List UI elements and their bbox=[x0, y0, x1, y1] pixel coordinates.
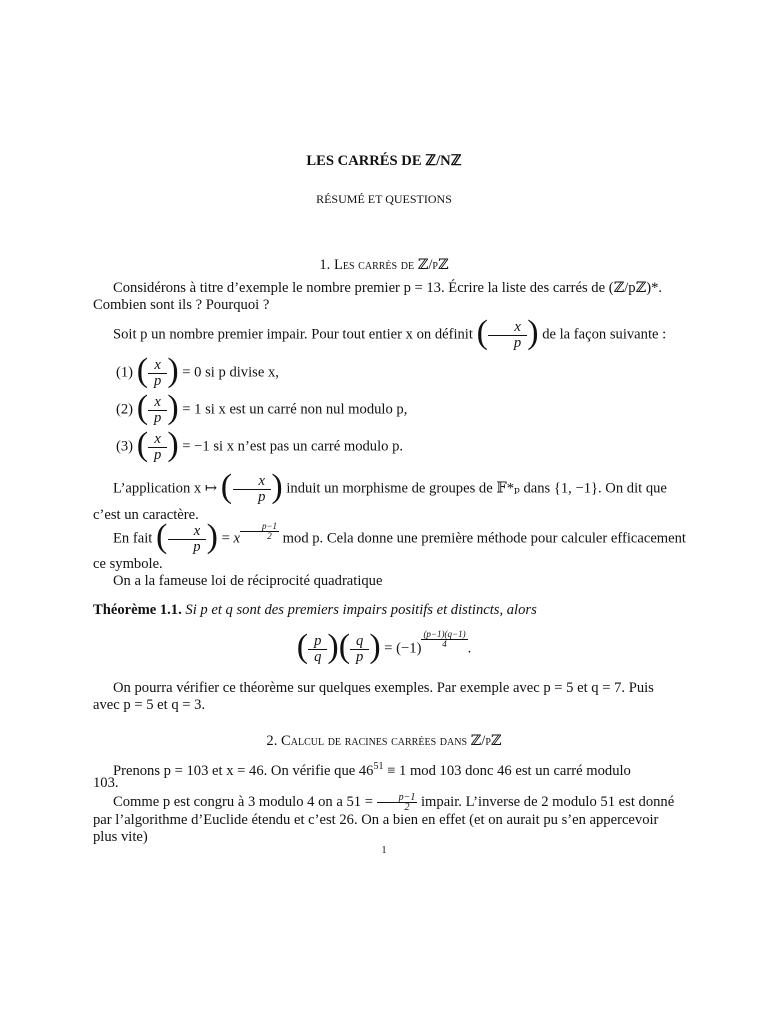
section-1-paragraph-1 bbox=[93, 280, 686, 297]
para-line: avec p = 5 et q = 3. bbox=[93, 697, 206, 713]
exponent: 51 bbox=[373, 761, 384, 772]
exponent-fraction: $\frac{p-1}{2}$ bbox=[240, 522, 279, 541]
para-text: En fait bbox=[113, 530, 153, 547]
item-number: (2) bbox=[116, 401, 134, 418]
enfait-paragraph: En fait ( $\frac{x}{p}$ ) = x $\frac{p-1}{2}$ mod p. Cela donne une première méthode pour calculer efficacement bbox=[113, 518, 686, 555]
legendre-symbol: $\frac{x}{p}$ bbox=[148, 432, 167, 463]
item-text: = 1 si x est un carré non nul modulo p, bbox=[182, 401, 408, 418]
para-text: Comme p est congru à 3 modulo 4 on a 51 = bbox=[113, 793, 373, 810]
para-line: par l’algorithme d’Euclide étendu et c’est 26. On a bien en effet (et on aurait pu s’en appercevoir bbox=[93, 812, 659, 828]
para-line: Combien sont ils ? Pourquoi ? bbox=[93, 297, 270, 313]
theorem bbox=[93, 602, 686, 619]
list-item-1: (1) ( $\frac{x}{p}$ ) = 0 si p divise x, bbox=[116, 352, 279, 389]
para-text: L’application x ↦ bbox=[113, 480, 218, 497]
item-number: (3) bbox=[116, 438, 134, 455]
item-text: = 0 si p divise x, bbox=[182, 364, 279, 381]
para-line: 103. bbox=[93, 775, 119, 791]
theorem-text: Si p et q sont des premiers impairs positifs et distincts, alors bbox=[185, 602, 537, 618]
section-1-paragraph-2: Soit p un nombre premier impair. Pour tout entier x on définit ( $\frac{x}{p}$ ) de la façon suivante : bbox=[113, 314, 667, 351]
list-item-3: (3) ( $\frac{x}{p}$ ) = −1 si x n’est pas un carré modulo p. bbox=[116, 426, 404, 463]
legendre-symbol: $\frac{x}{p}$ bbox=[148, 358, 167, 389]
reciprocity-formula: ( $\frac{p}{q}$ )( $\frac{q}{p}$ ) = (−1) $\frac{(p-1)(q-1)}{4}$ . bbox=[296, 628, 472, 665]
para-text: mod p. Cela donne une première méthode pour calculer efficacement bbox=[282, 530, 686, 547]
para-line: Considérons à titre d’exemple le nombre premier p = 13. Écrire la liste des carrés de (ℤ/pℤ)*. bbox=[113, 280, 663, 296]
para-text: ≡ 1 mod 103 donc 46 est un carré modulo bbox=[387, 762, 631, 779]
para-text: impair. L’inverse de 2 modulo 51 est donné bbox=[421, 793, 675, 810]
section-1-heading bbox=[0, 256, 768, 274]
theorem-label: Théorème 1.1. bbox=[93, 602, 182, 618]
para-line: plus vite) bbox=[93, 829, 148, 845]
item-text: = −1 si x n’est pas un carré modulo p. bbox=[182, 438, 404, 455]
section-1-number: 1. bbox=[319, 257, 331, 273]
legendre-symbol: $\frac{x}{p}$ bbox=[167, 524, 206, 555]
para-text: de la façon suivante : bbox=[542, 326, 667, 343]
para-line: On a la fameuse loi de réciprocité quadratique bbox=[113, 573, 383, 589]
legendre-symbol: $\frac{x}{p}$ bbox=[232, 474, 271, 505]
legendre-symbol: $\frac{x}{p}$ bbox=[148, 395, 167, 426]
list-item-2: (2) ( $\frac{x}{p}$ ) = 1 si x est un carré non nul modulo p, bbox=[116, 389, 408, 426]
para-text: induit un morphisme de groupes de 𝔽*ₚ dans {1, −1}. On dit que bbox=[286, 480, 667, 497]
para-text: Prenons p = 103 et x = 46. On vérifie que 46 bbox=[113, 762, 374, 779]
document-title: LES CARRÉS DE ℤ/Nℤ bbox=[306, 153, 462, 169]
para-line: c’est un caractère. bbox=[93, 507, 199, 523]
section-2-paragraph-2 bbox=[93, 793, 686, 812]
para-text: Soit p un nombre premier impair. Pour tout entier x on définit bbox=[113, 326, 473, 343]
section-2-title: Calcul de racines carrées dans ℤ/pℤ bbox=[281, 733, 502, 749]
legendre-symbol: $\frac{x}{p}$ bbox=[488, 320, 527, 351]
section-1-title: Les carrés de ℤ/pℤ bbox=[333, 257, 449, 273]
section-2-heading bbox=[0, 732, 768, 750]
para-line: On pourra vérifier ce théorème sur quelques exemples. Par exemple avec p = 5 et q = 7. Puis bbox=[113, 680, 654, 696]
inline-fraction: $\frac{p-1}{2}$ bbox=[377, 793, 418, 812]
section-2-number: 2. bbox=[266, 733, 278, 749]
item-number: (1) bbox=[116, 364, 134, 381]
application-paragraph: L’application x ↦ ( $\frac{x}{p}$ ) induit un morphisme de groupes de 𝔽*ₚ dans {1, −1}. On dit que bbox=[113, 468, 667, 505]
page-number: 1 bbox=[381, 845, 387, 856]
para-line: ce symbole. bbox=[93, 556, 163, 572]
document-subtitle: RÉSUMÉ ET QUESTIONS bbox=[316, 192, 452, 206]
